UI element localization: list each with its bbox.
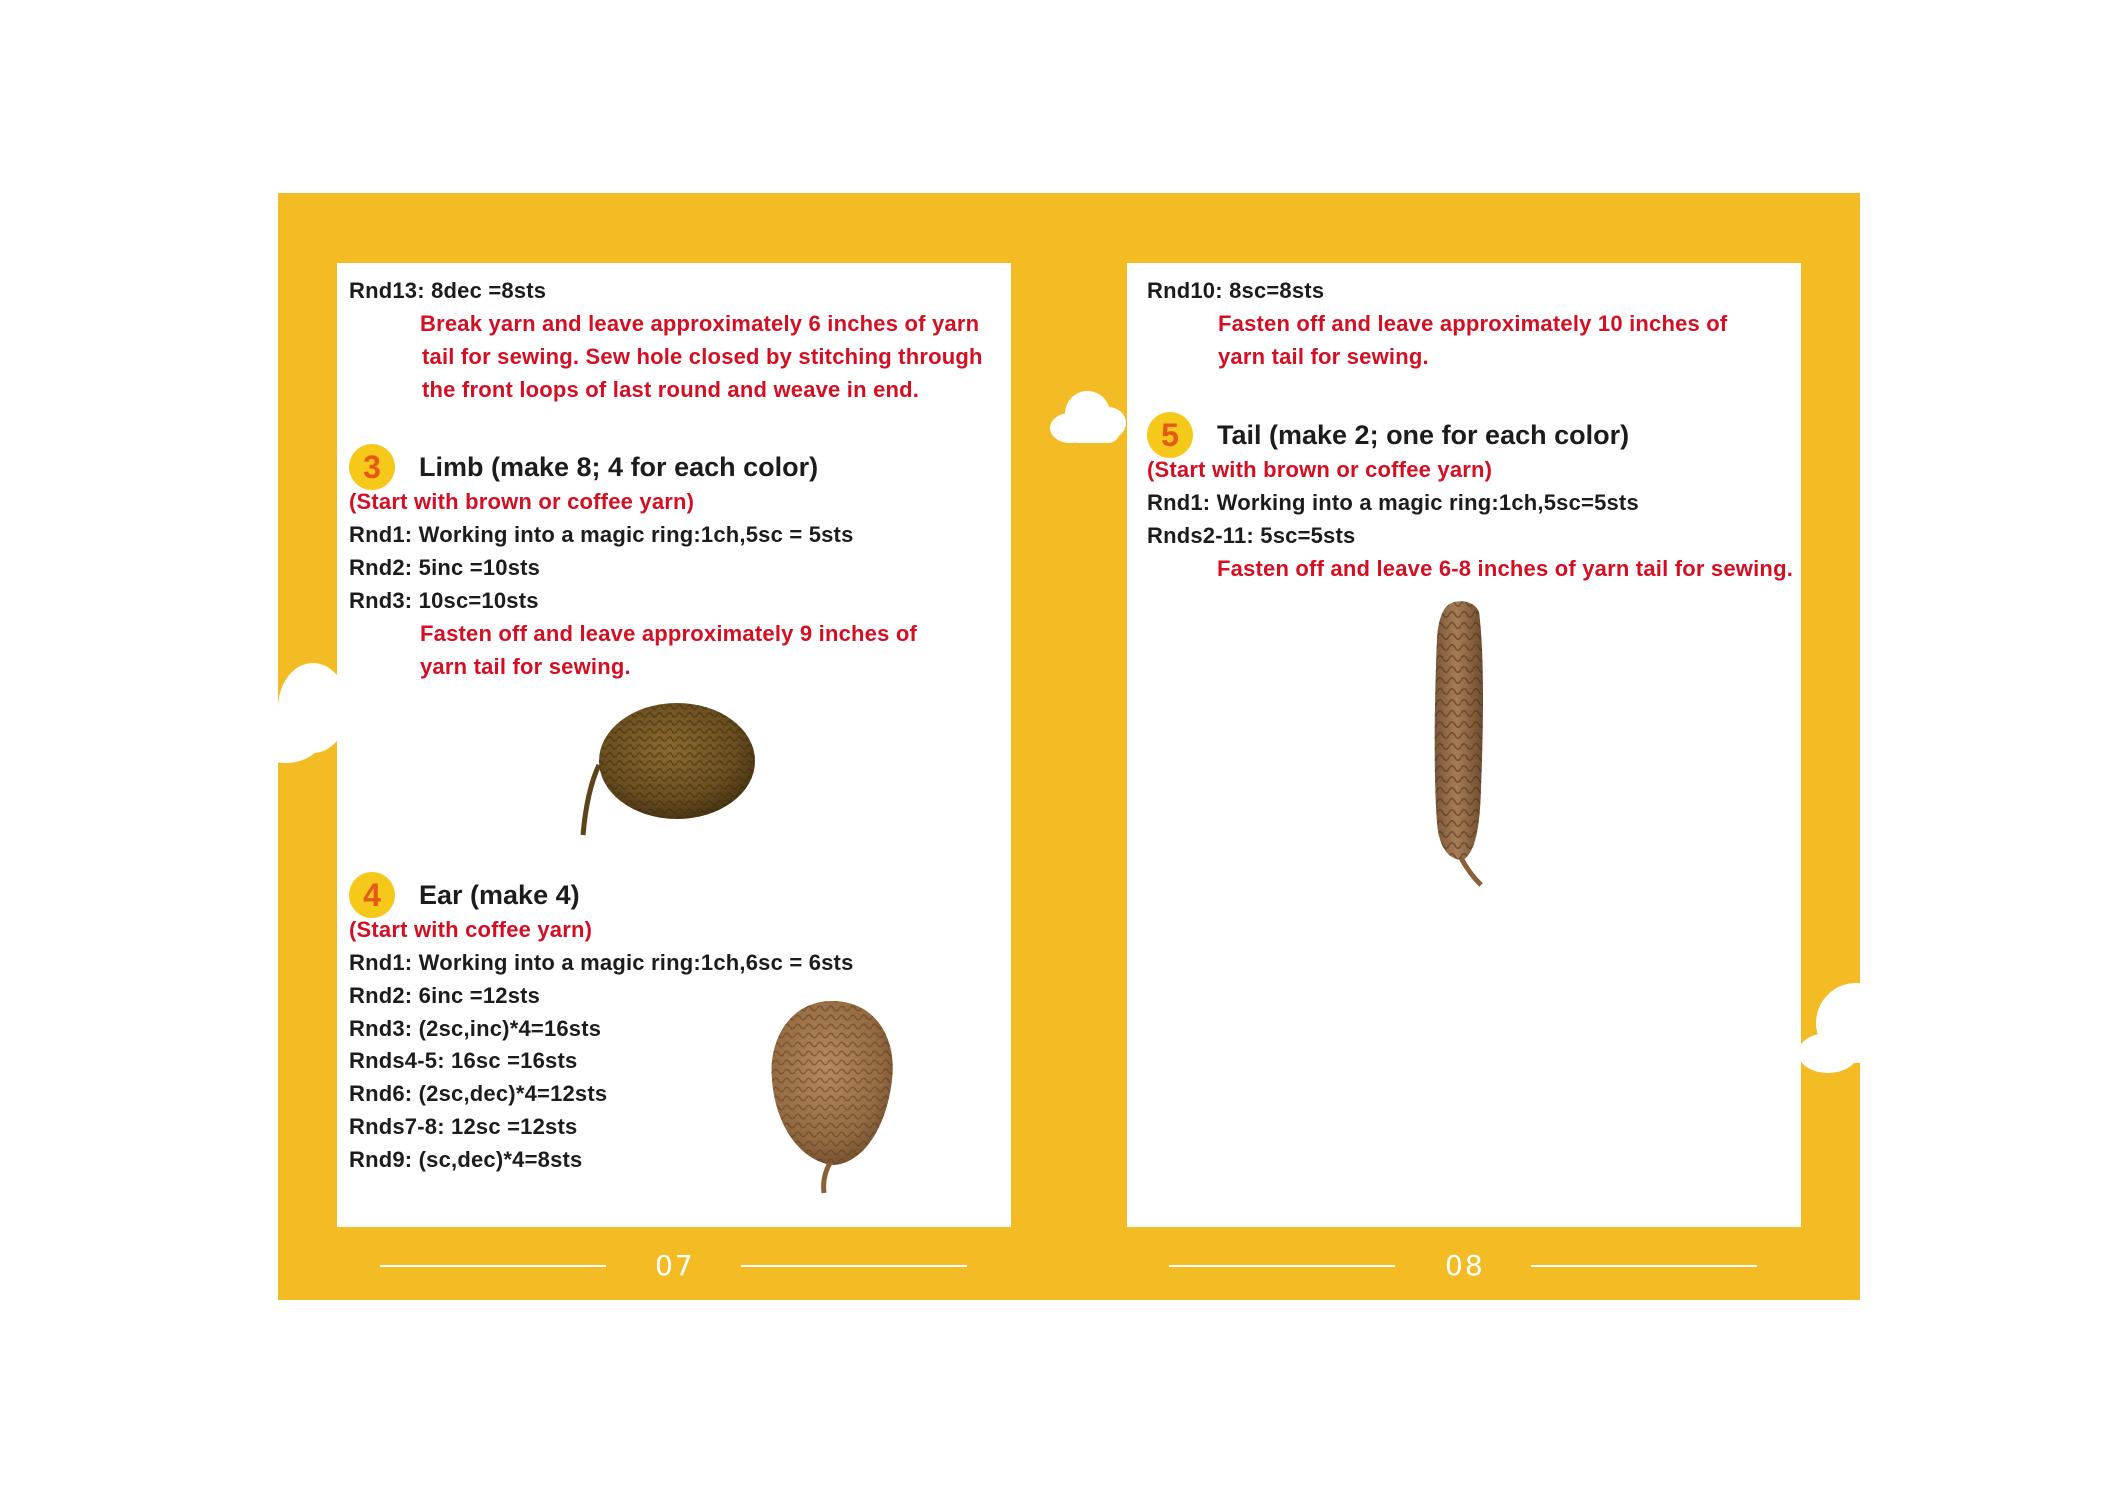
page-number-07: 07 [655,1249,695,1282]
page-08 [1127,263,1801,1227]
ear-photo [762,995,902,1195]
footer-line-left-a [380,1265,606,1267]
ear-rnd3: Rnd3: (2sc,inc)*4=16sts [349,1016,602,1041]
ear-rnd2: Rnd2: 6inc =12sts [349,983,541,1008]
cloud-right-icon [1798,983,1860,1083]
page-number-08: 08 [1445,1249,1485,1282]
cloud-center-icon [1050,391,1130,441]
limb-photo [577,695,752,845]
limb-note-line1: Fasten off and leave approximately 9 inches of [420,621,918,646]
limb-rnd2: Rnd2: 5inc =10sts [349,555,541,580]
footer-line-right-a [1169,1265,1395,1267]
page-07 [337,263,1011,1227]
ear-heading: Ear (make 4) [419,880,580,910]
break-yarn-note-line3: the front loops of last round and weave in end. [422,377,920,402]
cloud-left-icon [278,663,338,763]
book-spread [278,193,1860,1300]
break-yarn-note-line2: tail for sewing. Sew hole closed by stitching through [422,344,983,369]
tail-start-yarn: (Start with brown or coffee yarn) [1147,457,1493,482]
tail-rnd1: Rnd1: Working into a magic ring:1ch,5sc=5sts [1147,490,1639,515]
ear-rnd1: Rnd1: Working into a magic ring:1ch,6sc = 6sts [349,950,854,975]
ear-rnds7-8: Rnds7-8: 12sc =12sts [349,1114,578,1139]
fasten-off-note-line2: yarn tail for sewing. [1218,344,1429,369]
rnd13-text: Rnd13: 8dec =8sts [349,278,547,303]
limb-start-yarn: (Start with brown or coffee yarn) [349,489,695,514]
break-yarn-note-line1: Break yarn and leave approximately 6 inches of yarn [420,311,980,336]
ear-rnd9: Rnd9: (sc,dec)*4=8sts [349,1147,583,1172]
footer-line-right-b [1531,1265,1757,1267]
footer-line-left-b [741,1265,967,1267]
step-5-badge: 5 [1147,412,1193,458]
tail-rnds2-11: Rnds2-11: 5sc=5sts [1147,523,1356,548]
tail-photo [1425,598,1495,888]
tail-heading: Tail (make 2; one for each color) [1217,420,1630,450]
limb-rnd3: Rnd3: 10sc=10sts [349,588,539,613]
fasten-off-note-line1: Fasten off and leave approximately 10 inches of [1218,311,1728,336]
tail-note: Fasten off and leave 6-8 inches of yarn tail for sewing. [1217,556,1794,581]
ear-rnd6: Rnd6: (2sc,dec)*4=12sts [349,1081,608,1106]
limb-note-line2: yarn tail for sewing. [420,654,631,679]
limb-rnd1: Rnd1: Working into a magic ring:1ch,5sc = 5sts [349,522,854,547]
step-4-badge: 4 [349,872,395,918]
rnd10-text: Rnd10: 8sc=8sts [1147,278,1325,303]
ear-rnds4-5: Rnds4-5: 16sc =16sts [349,1048,578,1073]
step-3-badge: 3 [349,444,395,490]
ear-start-yarn: (Start with coffee yarn) [349,917,593,942]
limb-heading: Limb (make 8; 4 for each color) [419,452,819,482]
